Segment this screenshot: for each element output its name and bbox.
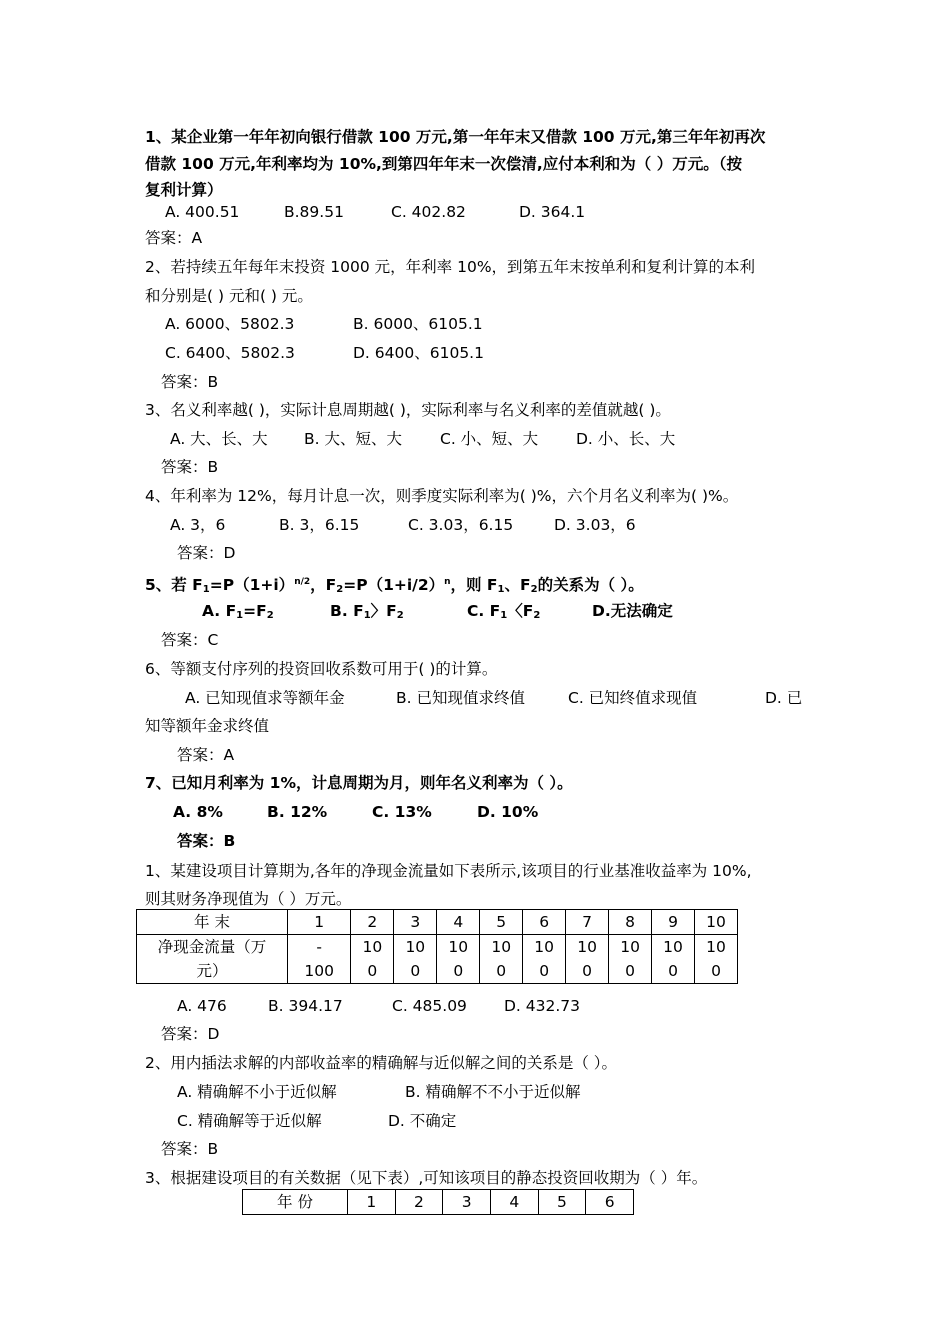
q1-line-1: 1、某企业第一年年初向银行借款 100 万元,第一年年末又借款 100 万元,第三年年初再次 [145, 128, 766, 146]
p1-option-b: B. 394.17 [268, 997, 343, 1015]
table-year-cell: 4 [490, 1190, 538, 1215]
p2-option-a: A. 精确解不小于近似解 [177, 1083, 337, 1101]
p2-option-b: B. 精确解不不小于近似解 [405, 1083, 581, 1101]
q5-option-d: D.无法确定 [592, 602, 673, 620]
q6-option-d: D. 已 [765, 689, 803, 707]
q7-answer: 答案：B [177, 832, 236, 850]
q1-option-c: C. 402.82 [391, 203, 466, 221]
table-row [137, 935, 738, 984]
q1-option-a: A. 400.51 [165, 203, 240, 221]
table-value-cell: 10 0 [695, 935, 738, 984]
p1-answer: 答案：D [161, 1025, 220, 1043]
payback-table [242, 1189, 634, 1215]
p2-option-d: D. 不确定 [388, 1112, 457, 1130]
table-year-cell: 1 [288, 910, 351, 935]
q5-option-c: C. $F_1$〈$F_2$ [467, 602, 541, 621]
q3-option-c: C. 小、短、大 [440, 430, 539, 448]
q1-option-b: B.89.51 [284, 203, 344, 221]
q1-answer: 答案：A [145, 229, 203, 247]
table-year-cell: 2 [351, 910, 394, 935]
table-value-cell: 10 0 [609, 935, 652, 984]
q1-option-d: D. 364.1 [519, 203, 586, 221]
table-year-cell: 3 [443, 1190, 491, 1215]
table-row-label: 净现金流量（万 元） [137, 935, 288, 984]
q3-answer: 答案：B [161, 458, 219, 476]
q6-option-b: B. 已知现值求终值 [396, 689, 525, 707]
q6-answer: 答案：A [177, 746, 235, 764]
table-year-cell: 3 [394, 910, 437, 935]
q7-line-1: 7、已知月利率为 1%，计息周期为月，则年名义利率为（ ）。 [145, 774, 573, 792]
q6-line-1: 6、等额支付序列的投资回收系数可用于( )的计算。 [145, 660, 498, 678]
p1-line-2: 则其财务净现值为（ ）万元。 [145, 890, 352, 908]
q4-option-d: D. 3.03，6 [554, 516, 636, 534]
q4-option-c: C. 3.03，6.15 [408, 516, 514, 534]
p2-option-c: C. 精确解等于近似解 [177, 1112, 322, 1130]
table-value-cell: - 100 [288, 935, 351, 984]
q4-option-b: B. 3，6.15 [279, 516, 360, 534]
table-year-cell: 7 [566, 910, 609, 935]
table-year-cell: 10 [695, 910, 738, 935]
table-value-cell: 10 0 [437, 935, 480, 984]
q5-question: 5、若 $F_1=P(1+i)^{n/2}$，$F_2=P(1+i/2)^n$，则 $F_1$、$F_2$的关系为（ ）。 [145, 576, 644, 595]
p3-line-1: 3、根据建设项目的有关数据（见下表）,可知该项目的静态投资回收期为（ ）年。 [145, 1169, 708, 1187]
q2-option-c: C. 6400、5802.3 [165, 344, 295, 362]
p1-line-1: 1、某建设项目计算期为,各年的净现金流量如下表所示,该项目的行业基准收益率为 10%, [145, 862, 752, 880]
q7-option-d: D. 10% [477, 803, 539, 821]
q4-line-1: 4、年利率为 12%，每月计息一次，则季度实际利率为( )%，六个月名义利率为( )%。 [145, 487, 739, 505]
q2-answer: 答案：B [161, 373, 219, 391]
table-year-cell: 8 [609, 910, 652, 935]
q3-option-a: A. 大、长、大 [170, 430, 268, 448]
table-year-cell: 1 [348, 1190, 396, 1215]
q7-option-a: A. 8% [173, 803, 223, 821]
q6-option-a: A. 已知现值求等额年金 [185, 689, 345, 707]
q6-option-c: C. 已知终值求现值 [568, 689, 698, 707]
table-value-cell: 10 0 [566, 935, 609, 984]
table-year-cell: 9 [652, 910, 695, 935]
q1-line-3: 复利计算） [145, 181, 223, 199]
q1-line-2: 借款 100 万元,年利率均为 10%,到第四年年末一次偿清,应付本利和为（ ）万元。（按 [145, 155, 742, 173]
p2-answer: 答案：B [161, 1140, 219, 1158]
table-year-cell: 2 [395, 1190, 443, 1215]
q2-option-b: B. 6000、6105.1 [353, 315, 483, 333]
table-value-cell: 10 0 [480, 935, 523, 984]
table-value-cell: 10 0 [523, 935, 566, 984]
q3-line-1: 3、名义利率越( )，实际计息周期越( )，实际利率与名义利率的差值就越( )。 [145, 401, 671, 419]
q3-option-b: B. 大、短、大 [304, 430, 402, 448]
table-header-label: 年 末 [137, 910, 288, 935]
table-year-cell: 5 [538, 1190, 586, 1215]
table-header-row [243, 1190, 634, 1215]
table-value-cell: 10 0 [394, 935, 437, 984]
table-year-cell: 6 [586, 1190, 634, 1215]
table-value-cell: 10 0 [351, 935, 394, 984]
q5-option-b: B. $F_1$〉$F_2$ [330, 602, 404, 621]
q2-line-2: 和分别是( ) 元和( ) 元。 [145, 287, 313, 305]
table-header-label: 年 份 [243, 1190, 348, 1215]
q5-answer: 答案：C [161, 631, 219, 649]
p2-line-1: 2、用内插法求解的内部收益率的精确解与近似解之间的关系是（ ）。 [145, 1054, 618, 1072]
q2-line-1: 2、若持续五年每年末投资 1000 元，年利率 10%，到第五年末按单利和复利计算的本利 [145, 258, 756, 276]
q2-option-a: A. 6000、5802.3 [165, 315, 295, 333]
q5-option-a: A. $F_1=F_2$ [202, 602, 274, 621]
q7-option-b: B. 12% [267, 803, 328, 821]
q3-option-d: D. 小、长、大 [576, 430, 676, 448]
q2-option-d: D. 6400、6105.1 [353, 344, 484, 362]
table-year-cell: 5 [480, 910, 523, 935]
q7-option-c: C. 13% [372, 803, 432, 821]
q4-option-a: A. 3，6 [170, 516, 226, 534]
q6-line-3: 知等额年金求终值 [145, 717, 270, 735]
table-value-cell: 10 0 [652, 935, 695, 984]
p1-option-c: C. 485.09 [392, 997, 467, 1015]
table-header-row [137, 910, 738, 935]
cash-flow-table [136, 909, 738, 984]
table-year-cell: 6 [523, 910, 566, 935]
p1-option-d: D. 432.73 [504, 997, 581, 1015]
q4-answer: 答案：D [177, 544, 236, 562]
table-year-cell: 4 [437, 910, 480, 935]
p1-option-a: A. 476 [177, 997, 227, 1015]
